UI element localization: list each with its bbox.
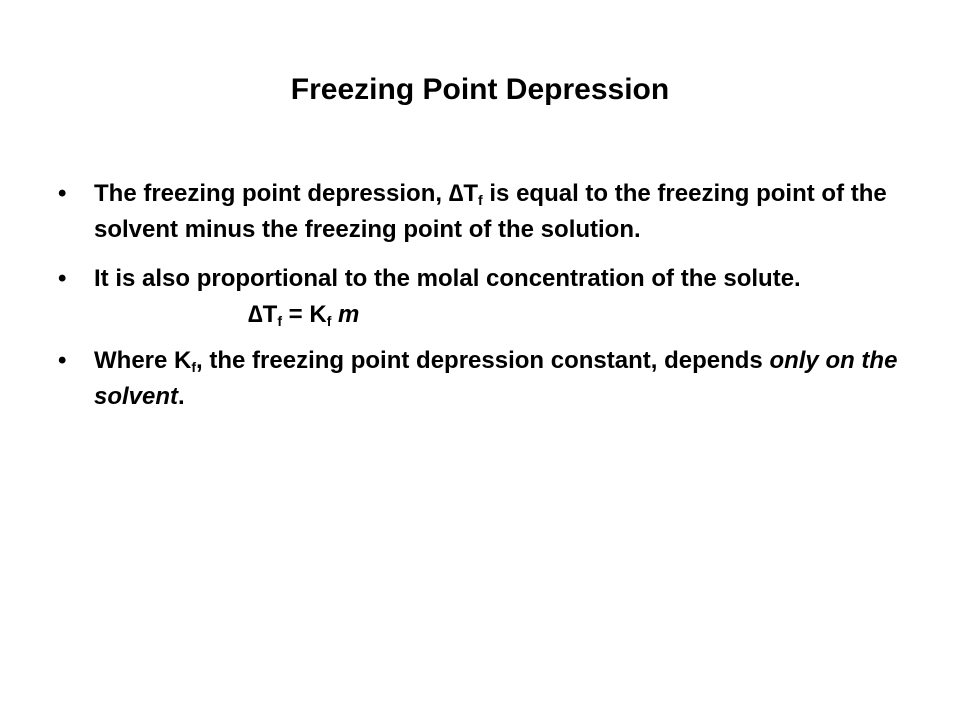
- bullet-text: Where K: [94, 347, 192, 374]
- bullet-text-tail: is equal to the freezing point of the solvent minus the freezing point of the solution.: [94, 180, 887, 243]
- subscript-f: f: [277, 313, 283, 329]
- subscript-f: f: [326, 313, 332, 329]
- bullet-item-definition: [58, 176, 918, 248]
- bullet-marker: •: [58, 265, 67, 292]
- delta-t-symbol: ∆T: [448, 180, 479, 207]
- bullet-text-italic: only on the solvent: [94, 347, 898, 410]
- bullet-item-constant: [58, 343, 918, 415]
- slide-title: Freezing Point Depression: [290, 73, 670, 106]
- bullet-list: [58, 176, 918, 424]
- formula: [94, 297, 918, 333]
- bullet-marker: •: [58, 347, 67, 374]
- formula-molality: m: [338, 301, 360, 328]
- subscript-f: f: [191, 359, 197, 375]
- bullet-text: It is also proportional to the molal concentration of the solute.: [94, 265, 801, 292]
- bullet-text-middle: , the freezing point depression constant, depends: [196, 347, 770, 374]
- bullet-marker: •: [58, 180, 67, 207]
- formula-equals-k: = K: [282, 301, 327, 328]
- subscript-f: f: [478, 192, 483, 208]
- bullet-item-proportional: [58, 261, 918, 333]
- bullet-text-end: .: [178, 383, 185, 410]
- delta-t-symbol: ∆T: [248, 301, 278, 328]
- bullet-text: The freezing point depression,: [94, 180, 449, 207]
